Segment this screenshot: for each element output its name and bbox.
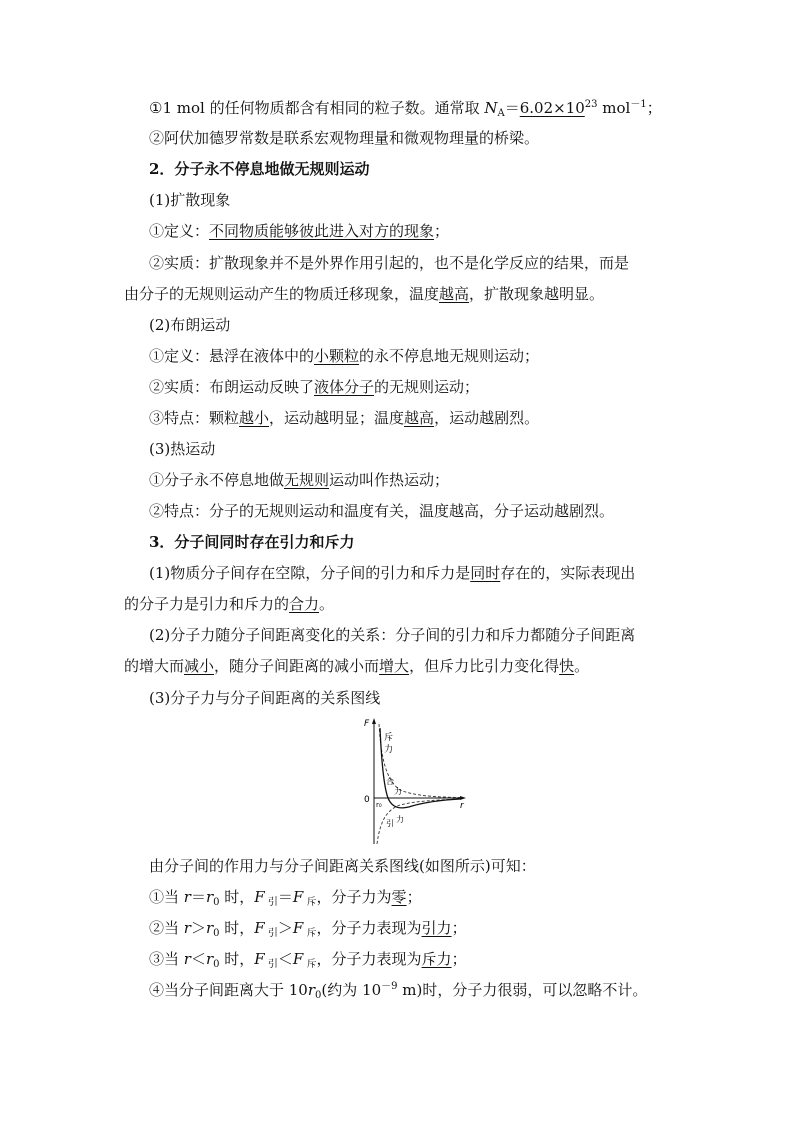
subheading-thermal: (3)热运动 [149,440,216,458]
conclusion-greater: ②当 $r>r_0$ 时，F $_引$＞F $_斥$，分子力表现为引力； [149,919,467,939]
conclusion-intro: 由分子间的作用力与分子间距离关系图线(如图所示)可知： [149,857,536,875]
brownian-essence: ②实质：布朗运动反映了液体分子的无规则运动； [149,378,480,396]
forces-coexist: (1)物质分子间存在空隙，分子间的引力和斥力是同时存在的，实际表现出 [149,564,636,582]
attraction-label: 引 [386,819,394,828]
conclusion-less: ③当 $r<r_0$ 时，F $_引$＜F $_斥$，分子力表现为斥力； [149,950,467,970]
avogadro-definition: ①1 mol 的任何物质都含有相同的粒子数。通常取 $N_A=6.02\times 10^{23}$ mol$^{-1}$； [149,99,662,119]
force-distance-graph [360,718,470,846]
x-axis-arrow [460,796,466,800]
brownian-definition: ①定义：悬浮在液体中的小颗粒的永不停息地无规则运动； [149,347,540,365]
avogadro-bridge: ②阿伏加德罗常数是联系宏观物理量和微观物理量的桥梁。 [149,129,540,147]
axis-x-label: r [460,801,464,811]
brownian-features: ③特点：颗粒越小，运动越明显；温度越高，运动越剧烈。 [149,409,540,427]
axis-y-label: F [364,719,370,729]
subheading-brownian: (2)布朗运动 [149,316,231,334]
diffusion-definition: ①定义：不同物质能够彼此进入对方的现象； [149,222,450,240]
conclusion-far: ④当分子间距离大于 $10r_0$(约为 $10^{-9}$ m)时，分子力很弱，可以忽略不计。 [149,981,648,1001]
origin-label: 0 [364,795,370,805]
attraction-label-2: 力 [396,815,404,824]
heading-motion: 2．分子永不停息地做无规则运动 [149,160,370,178]
subheading-diffusion: (1)扩散现象 [149,191,231,209]
forces-vs-distance-cont: 的增大而减小，随分子间距离的减小而增大，但斥力比引力变化得快。 [124,657,590,675]
repulsion-label: 斥 [384,733,394,743]
resultant-label-2: 力 [394,787,402,796]
diffusion-essence-cont: 由分子的无规则运动产生的物质迁移现象，温度越高，扩散现象越明显。 [124,285,605,303]
repulsion-label-2: 力 [384,745,394,755]
graph-caption: (3)分子力与分子间距离的关系图线 [149,689,381,707]
thermal-features: ②特点：分子的无规则运动和温度有关，温度越高，分子运动越剧烈。 [149,502,615,520]
diffusion-essence: ②实质：扩散现象并不是外界作用引起的，也不是化学反应的结果，而是 [149,254,630,272]
thermal-definition: ①分子永不停息地做无规则运动叫作热运动； [149,471,450,489]
r0-label: r₀ [376,801,382,809]
forces-coexist-cont: 的分子力是引力和斥力的合力。 [124,595,335,613]
conclusion-equal: ①当 $r=r_0$ 时，F $_引$＝F $_斥$，分子力为零； [149,888,422,908]
resultant-label: 合 [386,777,394,786]
forces-vs-distance: (2)分子力随分子间距离变化的关系：分子间的引力和斥力都随分子间距离 [149,626,636,644]
y-axis-arrow [372,718,376,724]
heading-forces: 3．分子间同时存在引力和斥力 [149,533,355,551]
